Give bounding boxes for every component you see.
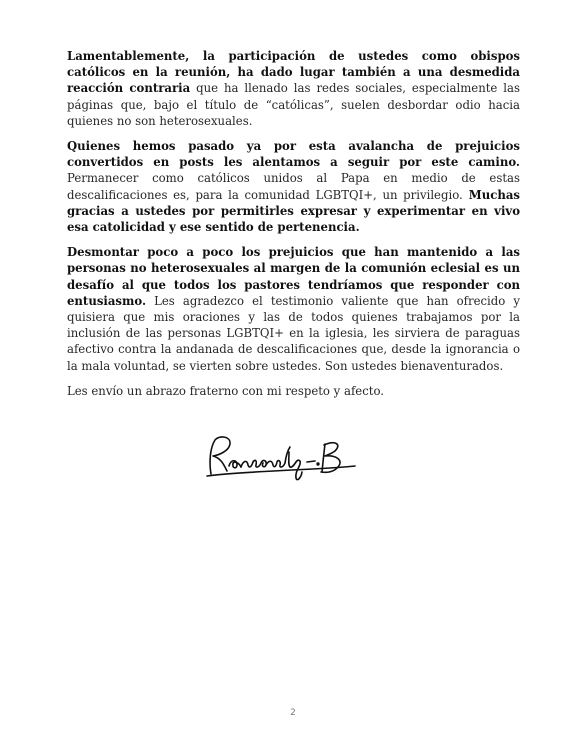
paragraph-text-bold: Desmontar poco a poco los prejuicios que han mantenido a las personas no heterosexuales al margen de la comunión eclesial es un desafío al que todos los pastores tendríamos que responder con entusiasmo. [67, 245, 520, 308]
page-number: 2 [290, 708, 296, 718]
closing-line: Les envío un abrazo fraterno con mi respeto y afecto. [67, 383, 384, 398]
paragraph-text-bold: Lamentablemente, la participación de ustedes como obispos católicos en la reunión, ha dado lugar también a una desmedida reacción contraria [67, 49, 520, 96]
letter-body [67, 48, 520, 408]
paragraph-text-bold: Muchas gracias a ustedes por permitirles expresar y experimentar en vivo esa catolicidad y ese sentido de pertenencia. [67, 187, 520, 235]
paragraph-challenge [67, 244, 520, 374]
paragraph-reaction [67, 48, 520, 129]
paragraph-encouragement [67, 138, 520, 235]
paragraph-text-regular: que ha llenado las redes sociales, especialmente las páginas que, bajo el título de “católicas”, suelen desbordar odio hacia quienes no son heterosexuales. [67, 81, 520, 128]
paragraph-text-regular: Permanecer como católicos unidos al Papa en medio de estas descalificaciones es, para la comunidad LGBTQI+, un privilegio. [67, 171, 520, 202]
paragraph-text-bold: Quienes hemos pasado ya por esta avalancha de prejuicios convertidos en posts les alentamos a seguir por este camino. [67, 139, 520, 170]
paragraph-text-regular: Les agradezco el testimonio valiente que han ofrecido y quisiera que mis oraciones y las de todos quienes trabajamos por la inclusión de las personas LGBTQI+ en la iglesia, les sirviera de paraguas afectivo contra la andanada de descalificaciones que, desde la ignorancia o la mala voluntad, se vierten sobre ustedes. Son ustedes bienaventurados. [67, 293, 520, 373]
handwritten-signature [197, 432, 359, 488]
